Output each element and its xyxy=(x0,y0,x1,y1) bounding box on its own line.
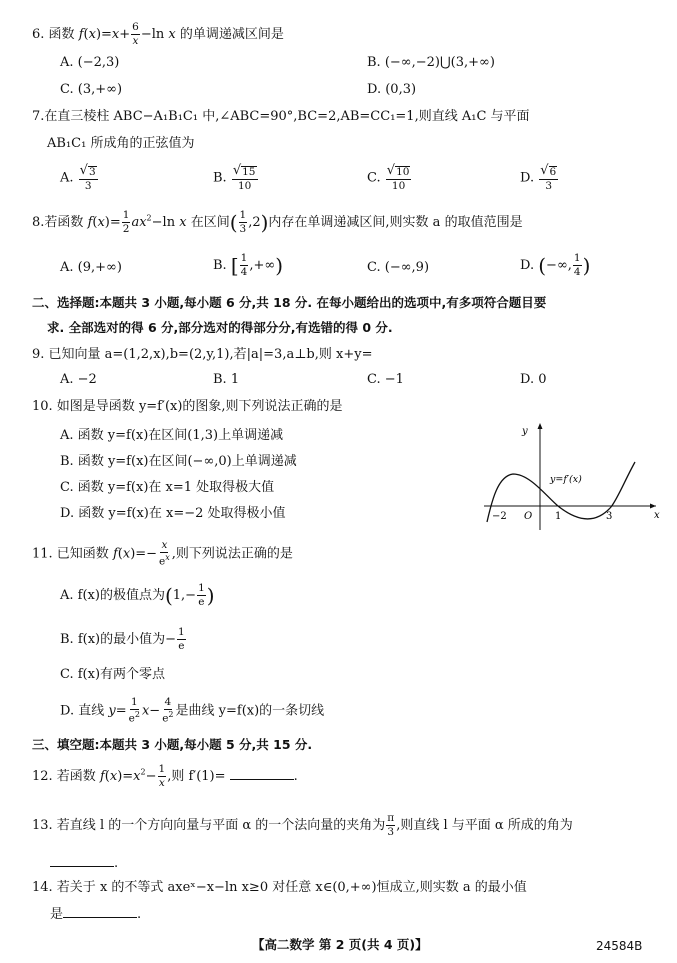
y-axis-arrow xyxy=(538,423,543,429)
q7-option-a: A. √ 3 3 xyxy=(60,163,96,192)
q7-option-d: D. √ 6 3 xyxy=(520,163,557,192)
q7-option-c: C. √ 10 10 xyxy=(367,163,410,192)
q10-option-b: B. 函数 y=f(x)在区间(−∞,0)上单调递减 xyxy=(60,454,297,469)
origin-label: O xyxy=(524,511,533,522)
q10-stem: 10. 如图是导函数 y=f′(x)的图象,则下列说法正确的是 xyxy=(32,399,343,414)
q14-answer-blank[interactable] xyxy=(63,916,137,918)
q7-option-b: B. √ 15 10 xyxy=(213,163,256,192)
q8-option-d: D. (−∞, $\frac{1}{4}$ ) xyxy=(520,252,591,279)
q7-stem-line1: 7.在直三棱柱 ABC−A₁B₁C₁ 中,∠ABC=90°,BC=2,AB=CC₁=1,则直线 A₁C 与平面 xyxy=(32,109,530,124)
q10-option-a: A. 函数 y=f(x)在区间(1,3)上单调递减 xyxy=(60,428,284,443)
x-label: x xyxy=(654,510,660,521)
q10-option-c: C. 函数 y=f(x)在 x=1 处取得极大值 xyxy=(60,480,275,495)
q8-option-b: B. [ $\frac{1}{4}$ ,+∞) xyxy=(213,252,283,279)
tick-neg2: −2 xyxy=(492,511,507,522)
q6-option-c: C. (3,+∞) xyxy=(60,82,123,97)
q13-answer-blank[interactable] xyxy=(50,865,114,867)
curve-label: y=f′(x) xyxy=(550,474,582,485)
q13-stem: 13. 若直线 l 的一个方向向量与平面 α 的一个法向量的夹角为 $\frac{\pi}{3}$ ,则直线 l 与平面 α 所成的角为 xyxy=(32,812,573,839)
q8-option-c: C. (−∞,9) xyxy=(367,260,430,275)
q11-stem: 11. 已知函数 f(x)=− $\frac{x}{e^x}$ ,则下列说法正确的是 xyxy=(32,539,293,568)
q8-option-a: A. (9,+∞) xyxy=(60,260,122,275)
q11-option-c: C. f(x)有两个零点 xyxy=(60,667,166,682)
q8-stem: 8.若函数 f(x)= $\frac{1}{2}$ $ax^2-\ln$ x 在区间( $\frac{1}{3}$ ,2)内存在单调递减区间,则实数 a 的取值范围是 xyxy=(32,209,523,236)
q9-option-b: B. 1 xyxy=(213,372,240,387)
page-footer: 【高二数学 第 2 页(共 4 页)】 xyxy=(252,937,428,952)
q12-stem: 12. 若函数 $f(x)=x^2-$ $\frac{1}{x}$ ,则 f′(1)= . xyxy=(32,763,298,790)
q6-option-b: B. (−∞,−2)⋃(3,+∞) xyxy=(367,55,495,70)
q11-option-d: D. 直线 y= $\frac{1}{e^2}$ x− $\frac{4}{e^2}$ 是曲线 y=f(x)的一条切线 xyxy=(60,696,325,725)
q9-option-a: A. −2 xyxy=(60,372,97,387)
exam-code: 24584B xyxy=(596,939,643,953)
q6-option-d: D. (0,3) xyxy=(367,82,417,97)
tick-1: 1 xyxy=(555,511,562,522)
q6-stem: 6. 函数 f(x)=x+ $\frac{6}{x}$ −ln x 的单调递减区间是 xyxy=(32,21,284,48)
q6-option-a: A. (−2,3) xyxy=(60,55,120,70)
section2-header-line2: 求. 全部选对的得 6 分,部分选对的得部分分,有选错的得 0 分. xyxy=(47,320,393,335)
q9-stem: 9. 已知向量 a=(1,2,x),b=(2,y,1),若|a|=3,a⊥b,则 x+y= xyxy=(32,347,373,362)
q14-stem-line1: 14. 若关于 x 的不等式 axeˣ−x−ln x≥0 对任意 x∈(0,+∞)恒成立,则实数 a 的最小值 xyxy=(32,880,527,895)
derivative-graph xyxy=(478,418,662,533)
q7-stem-line2: AB₁C₁ 所成角的正弦值为 xyxy=(47,136,195,151)
q12-answer-blank[interactable] xyxy=(230,778,294,780)
section3-header: 三、填空题:本题共 3 小题,每小题 5 分,共 15 分. xyxy=(32,737,313,752)
q9-option-d: D. 0 xyxy=(520,372,547,387)
x-axis-arrow xyxy=(650,504,656,509)
section2-header-line1: 二、选择题:本题共 3 小题,每小题 6 分,共 18 分. 在每小题给出的选项中,有多项符合题目要 xyxy=(32,295,547,310)
q11-option-b: B. f(x)的最小值为− $\frac{1}{e}$ xyxy=(60,626,185,653)
q10-option-d: D. 函数 y=f(x)在 x=−2 处取得极小值 xyxy=(60,506,286,521)
y-label: y xyxy=(522,426,528,437)
q11-option-a: A. f(x)的极值点为(1,− $\frac{1}{e}$ ) xyxy=(60,582,215,609)
q13-answer-line: . xyxy=(50,857,118,870)
q9-option-c: C. −1 xyxy=(367,372,404,387)
q14-stem-line2: 是 . xyxy=(50,907,142,922)
tick-3: 3 xyxy=(606,511,613,522)
